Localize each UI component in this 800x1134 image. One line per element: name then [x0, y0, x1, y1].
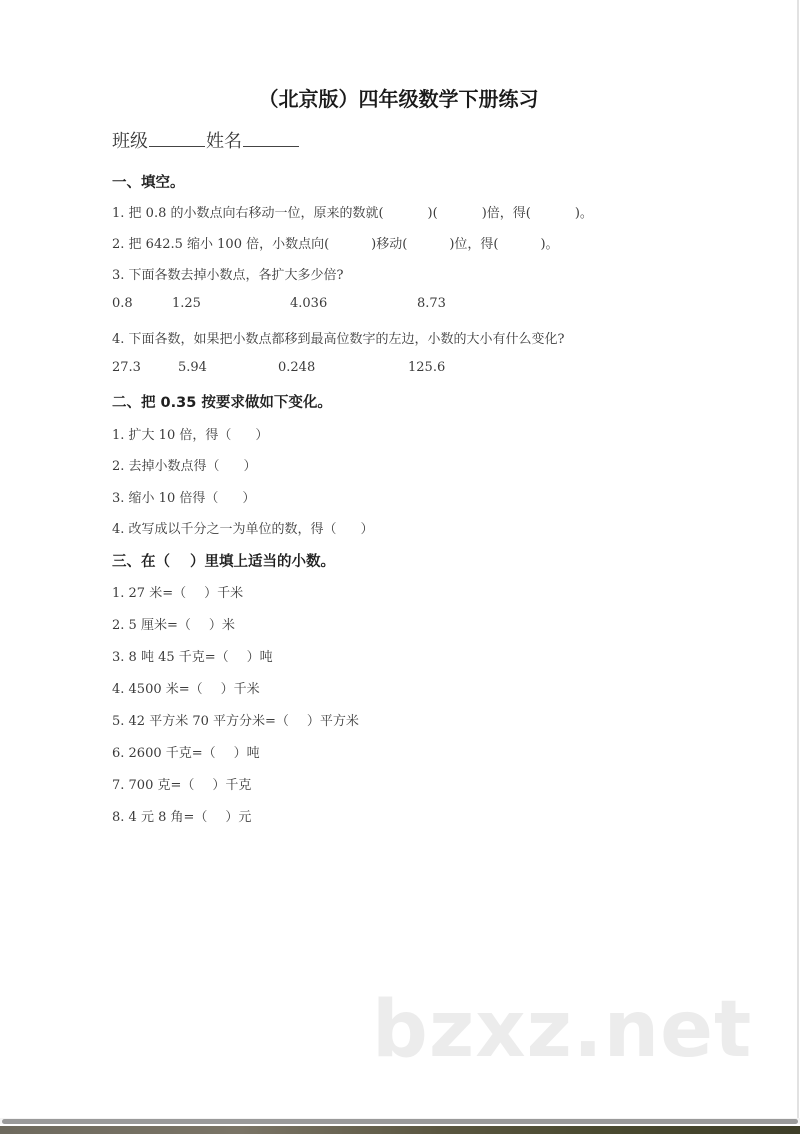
question-3-3 [112, 646, 273, 665]
question-text: 7. 700 克=（ [112, 778, 195, 793]
question-text: )( [427, 206, 438, 221]
question-text: 2. 把 642.5 缩小 100 倍，小数点向( [112, 237, 330, 252]
horizontal-scrollbar-thumb[interactable] [2, 1119, 798, 1124]
watermark: bzxz.net [372, 985, 753, 1075]
question-1-2 [112, 233, 559, 252]
question-text: )。 [574, 206, 593, 221]
question-text: 8. 4 元 8 角=（ [112, 810, 208, 825]
question-text: 4. 改写成以千分之一为单位的数，得（ [112, 522, 337, 537]
question-text: ）米 [208, 618, 235, 633]
question-3-1 [112, 582, 243, 601]
number-value: 8.73 [417, 296, 446, 311]
section-2-heading: 二、把 0.35 按要求做如下变化。 [112, 395, 332, 411]
question-text: ）平方米 [306, 714, 359, 729]
question-2-4 [112, 518, 374, 537]
question-text: )移动( [371, 237, 408, 252]
question-text: ） [360, 522, 374, 537]
section-1-heading: 一、填空。 [112, 175, 185, 191]
question-text: 3. 缩小 10 倍得（ [112, 491, 219, 506]
question-text: ）吨 [246, 650, 273, 665]
question-3-5 [112, 710, 359, 729]
number-value: 27.3 [112, 360, 141, 375]
page-title: （北京版）四年级数学下册练习 [258, 87, 539, 111]
question-3-6 [112, 742, 260, 761]
question-text: ） [242, 491, 256, 506]
question-text: ）千米 [220, 682, 260, 697]
question-text: 6. 2600 千克=（ [112, 746, 216, 761]
question-3-4 [112, 678, 260, 697]
question-text: )。 [540, 237, 559, 252]
question-text: 1. 把 0.8 的小数点向右移动一位，原来的数就( [112, 206, 384, 221]
number-value: 1.25 [172, 296, 201, 311]
question-text: 1. 扩大 10 倍，得（ [112, 428, 232, 443]
question-1-4-numbers [112, 360, 712, 378]
class-label: 班级 [112, 131, 148, 152]
question-2-3 [112, 487, 255, 506]
question-text: ）元 [225, 810, 252, 825]
name-blank [243, 130, 299, 147]
class-name-fields [112, 127, 300, 153]
question-text: 2. 5 厘米=（ [112, 618, 191, 633]
heading-text: 三、在（ [112, 554, 170, 570]
question-text: 2. 去掉小数点得（ [112, 459, 220, 474]
question-text: ）千克 [212, 778, 252, 793]
question-2-1 [112, 424, 268, 443]
question-text: ） [243, 459, 257, 474]
question-text: )倍，得( [481, 206, 531, 221]
question-text: 4. 4500 米=（ [112, 682, 203, 697]
question-3-8 [112, 806, 251, 825]
question-2-2 [112, 455, 257, 474]
section-3-heading [112, 550, 335, 571]
number-value: 0.8 [112, 296, 133, 311]
question-text: ）千米 [204, 586, 244, 601]
question-text: ） [255, 428, 269, 443]
question-text: )位，得( [449, 237, 499, 252]
heading-text: ）里填上适当的小数。 [190, 554, 335, 570]
question-1-1 [112, 202, 593, 221]
number-value: 125.6 [408, 360, 446, 375]
question-text: ）吨 [233, 746, 260, 761]
question-text: 1. 27 米=（ [112, 586, 187, 601]
question-1-4: 4. 下面各数，如果把小数点都移到最高位数字的左边，小数的大小有什么变化? [112, 332, 565, 347]
question-text: 3. 8 吨 45 千克=（ [112, 650, 229, 665]
number-value: 5.94 [178, 360, 207, 375]
number-value: 0.248 [278, 360, 316, 375]
number-value: 4.036 [290, 296, 328, 311]
class-blank [149, 130, 205, 147]
question-text: 5. 42 平方米 70 平方分米=（ [112, 714, 289, 729]
question-1-3: 3. 下面各数去掉小数点，各扩大多少倍? [112, 268, 344, 283]
name-label: 姓名 [206, 131, 242, 152]
question-3-2 [112, 614, 235, 633]
question-1-3-numbers [112, 296, 712, 314]
desktop-background-strip [0, 1126, 800, 1134]
question-3-7 [112, 774, 251, 793]
